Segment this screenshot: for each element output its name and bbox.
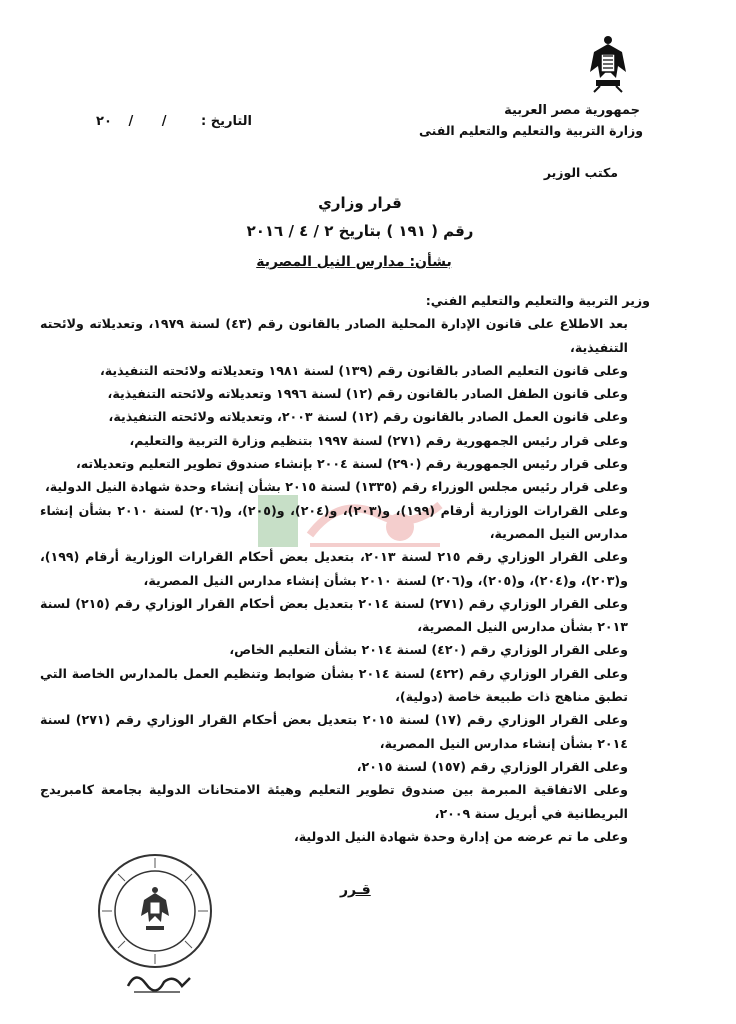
decree-subject: بشأن: مدارس النيل المصرية [256,254,452,270]
date-separator: / [161,114,167,129]
preamble-paragraph: وعلى القرار الوزاري رقم ٢١٥ لسنة ٢٠١٣، بتعديل بعض أحكام القرارات الوزارية أرقام (١٩٩)، و(٢٠٣)، و(٢٠٤)، و(٢٠٥)، و(٢٠٦) لسنة ٢٠١٠ بشأن إنشاء مدارس النيل المصرية، [40,549,628,588]
preamble-paragraph: وعلى القرار الوزاري رقم (٢٧١) لسنة ٢٠١٤ بتعديل بعض أحكام القرار الوزاري رقم (٢١٥) لسنة ٢٠١٣ بشأن مدارس النيل المصرية، [40,595,628,635]
decree-body [40,289,650,848]
preamble-paragraph: وعلى القرار الوزاري رقم (١٧) لسنة ٢٠١٥ بتعديل بعض أحكام القرار الوزاري رقم (٢٧١) لسنة ٢٠١٤ بشأن إنشاء مدارس النيل المصرية، [40,712,628,751]
decree-number: رقم ( ١٩١ ) بتاريخ ٢ / ٤ / ٢٠١٦ [246,222,474,240]
preamble-paragraph: وعلى القرارات الوزارية أرقام (١٩٩)، و(٢٠٣)، و(٢٠٤)، و(٢٠٥)، و(٢٠٦) لسنة ٢٠١٠ بشأن إنشاء مدارس النيل المصرية، [40,502,628,541]
preamble-paragraph: وعلى قرار رئيس الجمهورية رقم (٢٩٠) لسنة ٢٠٠٤ بإنشاء صندوق تطوير التعليم وتعديلاته، [75,456,628,472]
decree-verb: قـرر [340,882,371,898]
eagle-emblem-icon [586,32,630,94]
preamble-paragraph: وعلى القرار الوزاري رقم (٤٢٢) لسنة ٢٠١٤ بشأن ضوابط وتنظيم العمل بالمدارس الخاصة التي تطبق مناهج ذات طبيعة خاصة (دولية)، [40,665,628,705]
date-year: ٢٠ [96,114,112,129]
date-separator: / [128,114,134,129]
ministry-name: وزارة التربية والتعليم والتعليم الفنى [418,123,643,138]
preamble-paragraph: وعلى قانون التعليم الصادر بالقانون رقم (١٣٩) لسنة ١٩٨١ وتعديلاته ولائحته التنفيذية، [100,362,628,378]
decree-title: قرار وزاري [318,194,402,212]
official-seal-icon [96,852,214,970]
office-name: مكتب الوزير [543,165,618,180]
preamble-paragraph: وعلى قانون العمل الصادر بالقانون رقم (١٢) لسنة ٢٠٠٣، وتعديلاته ولائحته التنفيذية، [108,409,628,425]
preamble-paragraph: بعد الاطلاع على قانون الإدارة المحلية الصادر بالقانون رقم (٤٣) لسنة ١٩٧٩، وتعديلاته ولائحته التنفيذية، [40,316,628,355]
preamble-paragraph: وعلى قانون الطفل الصادر بالقانون رقم (١٢) لسنة ١٩٩٦ وتعديلاته ولائحته التنفيذية، [107,386,628,402]
signature-mark-icon [124,966,194,998]
minister-line: وزير التربية والتعليم والتعليم الفني: [425,293,650,308]
preamble-paragraph: وعلى قرار رئيس الجمهورية رقم (٢٧١) لسنة ١٩٩٧ بتنظيم وزارة التربية والتعليم، [129,432,628,448]
date-field [62,114,252,136]
preamble-paragraph: وعلى القرار الوزاري رقم (٤٢٠) لسنة ٢٠١٤ بشأن التعليم الخاص، [229,642,628,658]
preamble-paragraph: وعلى ما تم عرضه من إدارة وحدة شهادة النيل الدولية، [293,828,628,844]
country-name: جمهورية مصر العربية [504,103,640,118]
preamble-paragraph: وعلى القرار الوزاري رقم (١٥٧) لسنة ٢٠١٥، [356,758,628,774]
preamble-paragraph: وعلى الاتفاقية المبرمة بين صندوق تطوير التعليم وهيئة الامتحانات الدولية بجامعة كامبريدج البريطانية في أبريل سنة ٢٠٠٩، [40,782,628,821]
date-label: التاريخ : [201,114,252,129]
preamble-paragraph: وعلى قرار رئيس مجلس الوزراء رقم (١٣٣٥) لسنة ٢٠١٥ بشأن إنشاء وحدة شهادة النيل الدولية، [44,479,628,495]
